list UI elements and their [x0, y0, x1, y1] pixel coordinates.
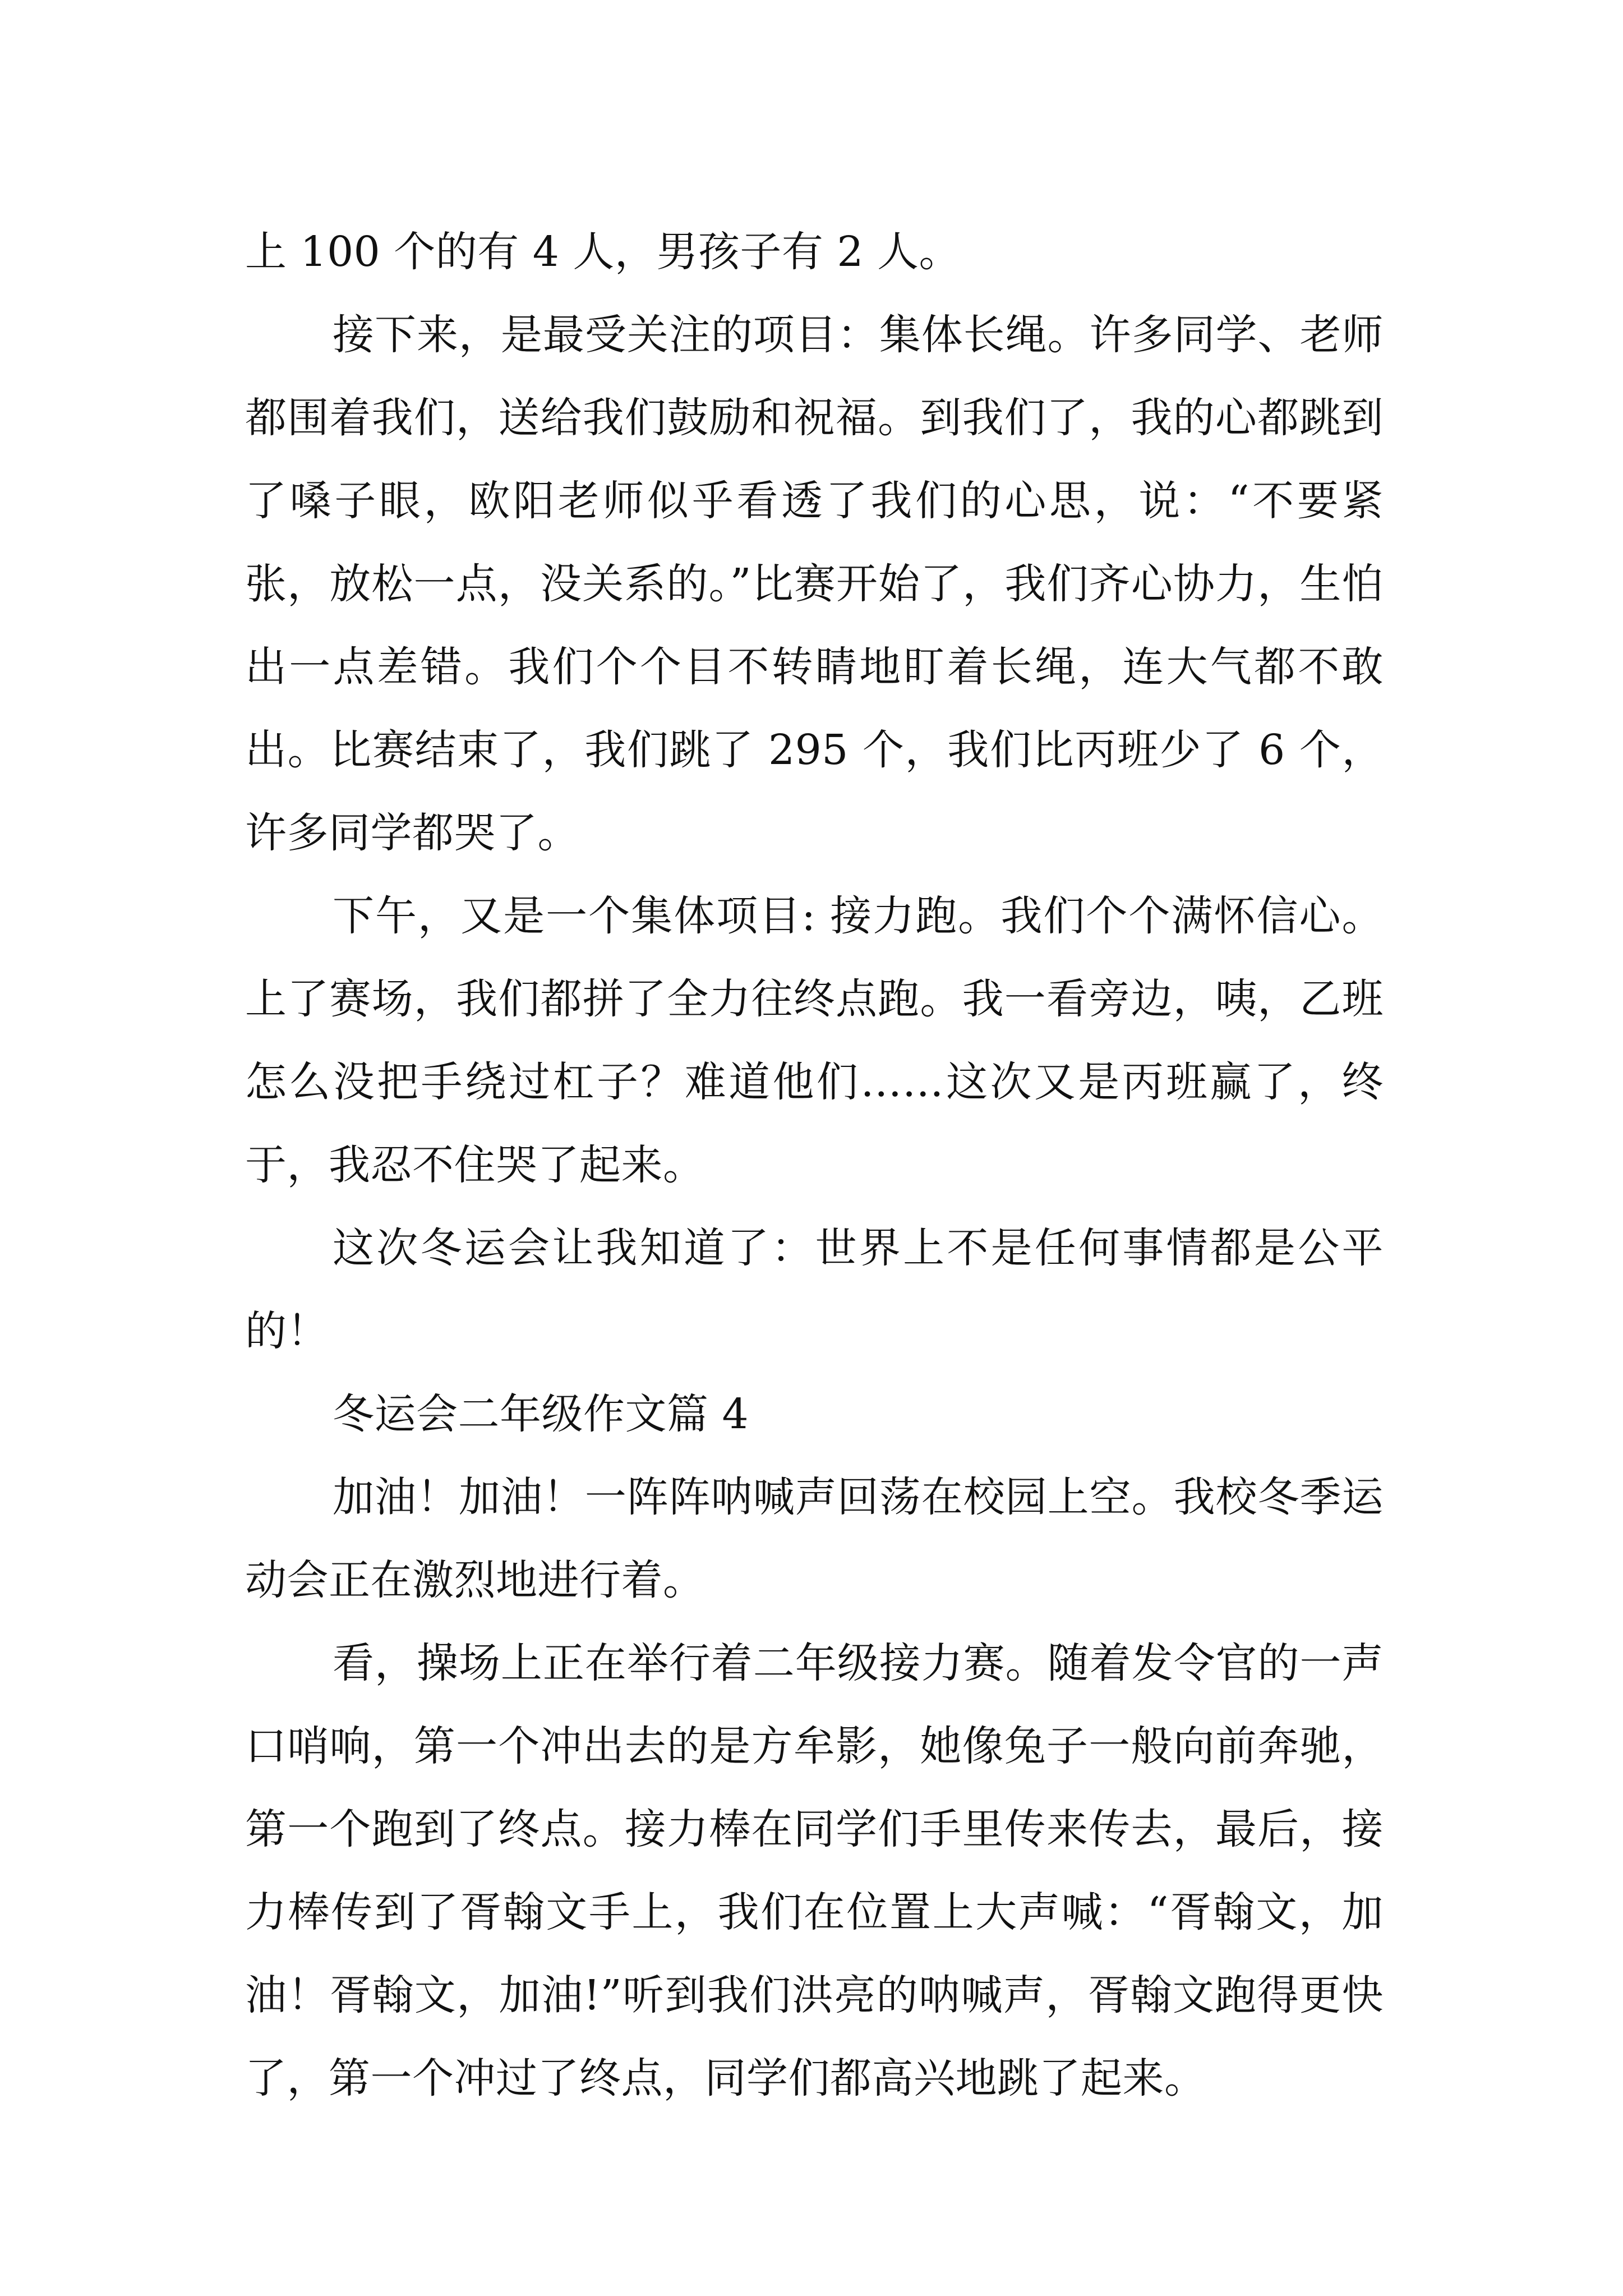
document-body: [245, 210, 1384, 2120]
section-heading: 冬运会二年级作文篇 4: [333, 1390, 749, 1438]
paragraph-relay-afternoon: 下午，又是一个集体项目: 接力跑。我们个个满怀信心。上了赛场，我们都拼了全力往终点跑。我一看旁边，咦，乙班怎么没把手绕过杠子？难道他们……这次又是丙班赢了，终于，我忍不住哭了起来。: [245, 892, 1384, 1189]
paragraph-conclusion: 这次冬运会让我知道了：世界上不是任何事情都是公平的！: [245, 1224, 1384, 1355]
paragraph-continuation: 上 100 个的有 4 人，男孩子有 2 人。: [245, 228, 961, 276]
paragraph-long-rope: 接下来，是最受关注的项目：集体长绳。许多同学、老师都围着我们，送给我们鼓励和祝福。到我们了，我的心都跳到了嗓子眼，欧阳老师似乎看透了我们的心思，说：“不要紧张，放松一点，没关系的。”比赛开始了，我们齐心协力，生怕出一点差错。我们个个目不转睛地盯着长绳，连大气都不敢出。比赛结束了，我们跳了 295 个，我们比丙班少了 6 个，许多同学都哭了。: [245, 311, 1384, 857]
paragraph-cheering: 加油！加油！一阵阵呐喊声回荡在校园上空。我校冬季运动会正在激烈地进行着。: [245, 1473, 1384, 1604]
paragraph-relay-race: 看，操场上正在举行着二年级接力赛。随着发令官的一声口哨响，第一个冲出去的是方牟影，她像兔子一般向前奔驰，第一个跑到了终点。接力棒在同学们手里传来传去，最后，接力棒传到了胥翰文手上，我们在位置上大声喊：“胥翰文，加油！胥翰文，加油!”听到我们洪亮的呐喊声，胥翰文跑得更快了，第一个冲过了终点，同学们都高兴地跳了起来。: [245, 1639, 1384, 2102]
